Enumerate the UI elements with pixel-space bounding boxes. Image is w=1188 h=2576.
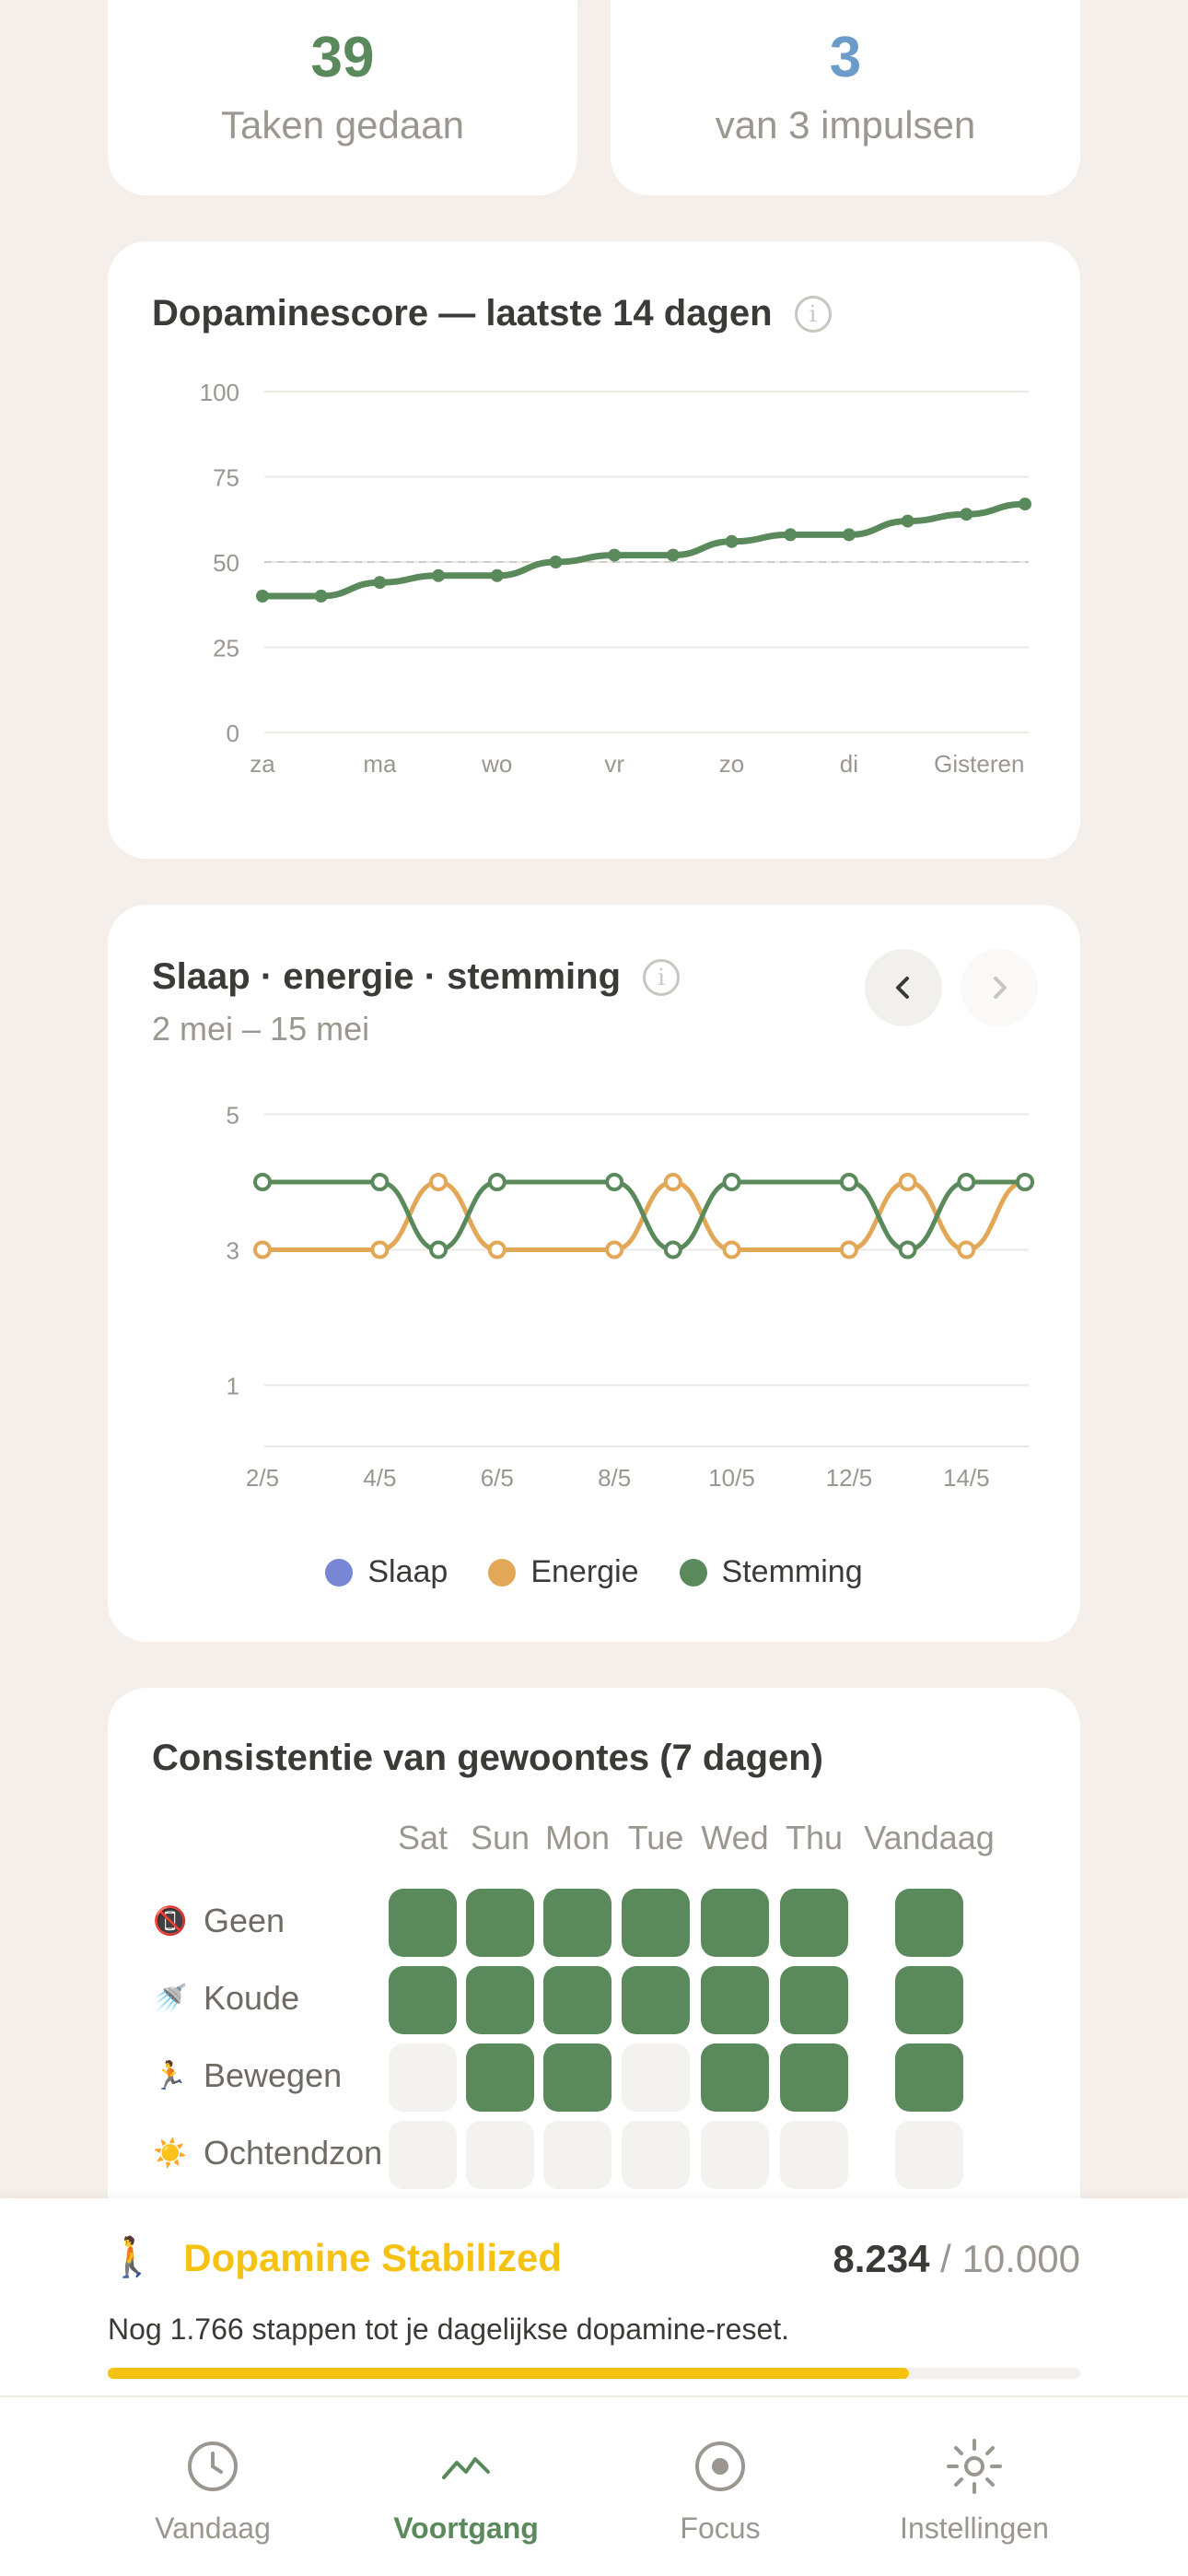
steps-separator: / xyxy=(929,2237,962,2280)
score-point xyxy=(373,576,386,589)
impulses-value: 3 xyxy=(829,26,862,89)
info-icon[interactable]: i xyxy=(643,959,680,996)
habit-cell[interactable] xyxy=(622,2043,690,2112)
habit-cell[interactable] xyxy=(466,2121,534,2189)
steps-progress-track xyxy=(108,2368,1080,2379)
y-tick-label: 5 xyxy=(226,1101,239,1130)
score-point xyxy=(491,569,504,582)
x-tick-label: 2/5 xyxy=(245,1464,280,1492)
tasks-label: Taken gedaan xyxy=(221,103,464,146)
habit-icon: ☀️ xyxy=(153,2137,188,2169)
steps-count xyxy=(833,2237,1080,2281)
habit-cell[interactable] xyxy=(466,1889,534,1957)
habit-label xyxy=(152,1902,285,1940)
legend-item-slaap xyxy=(325,1554,448,1590)
stemming-point xyxy=(1018,1175,1032,1189)
x-tick-label: 4/5 xyxy=(363,1464,397,1492)
mood-title-text: Slaap · energie · stemming xyxy=(152,956,622,997)
score-point xyxy=(549,556,562,568)
day-header: Sun xyxy=(470,1819,530,1856)
target-icon xyxy=(693,2439,748,2494)
x-tick-label: zo xyxy=(718,750,745,778)
score-point xyxy=(960,508,973,521)
x-tick-label: 6/5 xyxy=(480,1464,514,1492)
date-range: 2 mei – 15 mei xyxy=(152,1010,370,1048)
tab-voortgang[interactable] xyxy=(346,2434,586,2546)
habit-cell[interactable] xyxy=(622,2121,690,2189)
energie-point xyxy=(255,1243,270,1258)
y-tick-label: 3 xyxy=(226,1236,239,1265)
habit-icon: 📵 xyxy=(153,1905,188,1937)
energie-point xyxy=(959,1243,973,1258)
stemming-point xyxy=(607,1175,622,1189)
stemming-point xyxy=(959,1175,973,1189)
habit-cell[interactable] xyxy=(895,1889,963,1957)
score-point xyxy=(902,515,914,528)
score-point xyxy=(667,549,680,562)
y-tick-label: 100 xyxy=(199,379,239,406)
day-header: Thu xyxy=(785,1819,844,1856)
energie-point xyxy=(372,1243,387,1258)
habit-cell[interactable] xyxy=(389,2121,457,2189)
habit-cell[interactable] xyxy=(895,2121,963,2189)
x-tick-label: wo xyxy=(482,750,513,778)
habit-name: Geen xyxy=(204,1902,285,1939)
walking-icon: 🚶 xyxy=(108,2235,157,2278)
habit-name: Ochtendzon xyxy=(204,2134,383,2172)
steps-current: 8.234 xyxy=(833,2237,930,2280)
dopamine-score-chart xyxy=(108,241,1080,794)
habit-cell[interactable] xyxy=(543,2043,611,2112)
energie-point xyxy=(842,1243,856,1258)
habit-name: Bewegen xyxy=(204,2056,343,2094)
habit-cell[interactable] xyxy=(543,1889,611,1957)
legend-label: Stemming xyxy=(721,1554,863,1589)
day-header: Sat xyxy=(397,1819,448,1856)
steps-message: Nog 1.766 stappen tot je dagelijkse dopamine-reset. xyxy=(108,2313,790,2346)
energie-point xyxy=(666,1175,681,1189)
habit-cell[interactable] xyxy=(701,1966,769,2034)
habits-card xyxy=(108,1688,1080,2259)
habit-cell[interactable] xyxy=(622,1966,690,2034)
legend-label: Slaap xyxy=(367,1554,448,1589)
habit-cell[interactable] xyxy=(466,2043,534,2112)
stemming-point xyxy=(842,1175,856,1189)
stemming-point xyxy=(431,1243,446,1258)
stemming-point xyxy=(725,1175,740,1189)
day-header: Wed xyxy=(701,1819,769,1856)
stemming-line xyxy=(262,1182,1025,1250)
habit-cell[interactable] xyxy=(895,2043,963,2112)
tab-vandaag[interactable] xyxy=(93,2434,332,2546)
habit-label xyxy=(152,1979,299,2018)
score-point xyxy=(608,549,621,562)
mood-chart xyxy=(108,905,1080,1513)
legend-label: Energie xyxy=(530,1554,639,1589)
habit-cell[interactable] xyxy=(701,2043,769,2112)
score-point xyxy=(784,528,797,541)
tab-label: Instellingen xyxy=(900,2512,1049,2545)
steps-header xyxy=(108,2235,562,2280)
score-point xyxy=(432,569,445,582)
habit-cell[interactable] xyxy=(780,2043,848,2112)
impulses-label: van 3 impulsen xyxy=(715,103,976,146)
habit-cell[interactable] xyxy=(466,1966,534,2034)
habit-cell[interactable] xyxy=(701,2121,769,2189)
x-tick-label: 14/5 xyxy=(943,1464,990,1492)
legend-dot xyxy=(680,1559,707,1587)
habit-label xyxy=(152,2056,342,2095)
stat-card-impulses xyxy=(611,0,1080,195)
steps-title: Dopamine Stabilized xyxy=(183,2235,563,2279)
habit-name: Koude xyxy=(204,1979,300,2017)
habit-cell[interactable] xyxy=(780,2121,848,2189)
y-tick-label: 50 xyxy=(213,549,239,577)
y-tick-label: 25 xyxy=(213,634,239,662)
x-tick-label: Gisteren xyxy=(934,750,1025,778)
energie-point xyxy=(901,1175,915,1189)
tab-bar xyxy=(0,2395,1188,2576)
legend-dot xyxy=(325,1559,353,1587)
tab-label: Voortgang xyxy=(393,2512,539,2545)
habit-cell[interactable] xyxy=(389,1889,457,1957)
score-point xyxy=(726,535,739,548)
energie-point xyxy=(431,1175,446,1189)
trend-icon xyxy=(438,2439,494,2494)
steps-progress-fill xyxy=(108,2368,909,2379)
score-point xyxy=(843,528,856,541)
stemming-point xyxy=(901,1243,915,1258)
energie-point xyxy=(725,1243,740,1258)
steps-goal: 10.000 xyxy=(961,2237,1080,2280)
stemming-point xyxy=(666,1243,681,1258)
legend-dot xyxy=(488,1559,516,1587)
habit-cell[interactable] xyxy=(701,1889,769,1957)
x-tick-label: 12/5 xyxy=(825,1464,873,1492)
stemming-point xyxy=(255,1175,270,1189)
score-point xyxy=(1019,498,1031,510)
habit-cell[interactable] xyxy=(780,1889,848,1957)
tab-instellingen[interactable] xyxy=(855,2434,1094,2546)
score-title-text: Dopaminescore — laatste 14 dagen xyxy=(152,293,773,334)
habit-cell[interactable] xyxy=(389,1966,457,2034)
habit-label xyxy=(152,2134,382,2172)
y-tick-label: 75 xyxy=(213,463,239,492)
sun-gear-icon xyxy=(945,2437,1004,2496)
tasks-value: 39 xyxy=(310,26,375,89)
stemming-point xyxy=(372,1175,387,1189)
x-tick-label: ma xyxy=(363,750,397,778)
dopamine-score-card xyxy=(108,241,1080,859)
x-tick-label: za xyxy=(250,750,275,778)
energie-point xyxy=(607,1243,622,1258)
mood-card xyxy=(108,905,1080,1642)
day-header: Mon xyxy=(544,1819,611,1856)
day-header: Tue xyxy=(627,1819,684,1856)
clock-icon xyxy=(185,2439,240,2494)
habit-cell[interactable] xyxy=(780,1966,848,2034)
y-tick-label: 1 xyxy=(226,1372,239,1400)
y-tick-label: 0 xyxy=(226,720,239,747)
energie-point xyxy=(490,1243,505,1258)
habit-cell[interactable] xyxy=(389,2043,457,2112)
x-tick-label: vr xyxy=(604,750,624,778)
habit-cell[interactable] xyxy=(543,1966,611,2034)
tab-label: Vandaag xyxy=(155,2512,271,2545)
x-tick-label: 8/5 xyxy=(598,1464,632,1492)
x-tick-label: di xyxy=(839,750,859,778)
legend-item-energie xyxy=(488,1554,638,1590)
tab-label: Focus xyxy=(680,2512,761,2545)
habit-cell[interactable] xyxy=(543,2121,611,2189)
habit-cell[interactable] xyxy=(895,1966,963,2034)
habit-icon: 🏃 xyxy=(153,2060,188,2091)
score-point xyxy=(256,590,269,603)
stat-card-tasks xyxy=(108,0,577,195)
day-header: Vandaag xyxy=(864,1819,995,1856)
stemming-point xyxy=(490,1175,505,1189)
tab-focus[interactable] xyxy=(600,2434,840,2546)
info-icon[interactable]: i xyxy=(795,296,832,333)
habit-cell[interactable] xyxy=(622,1889,690,1957)
habits-title: Consistentie van gewoontes (7 dagen) xyxy=(152,1738,824,1778)
legend-item-stemming xyxy=(680,1554,863,1590)
score-point xyxy=(315,590,328,603)
chart-legend xyxy=(108,1554,1080,1590)
x-tick-label: 10/5 xyxy=(708,1464,755,1492)
habit-icon: 🚿 xyxy=(153,1983,188,2014)
